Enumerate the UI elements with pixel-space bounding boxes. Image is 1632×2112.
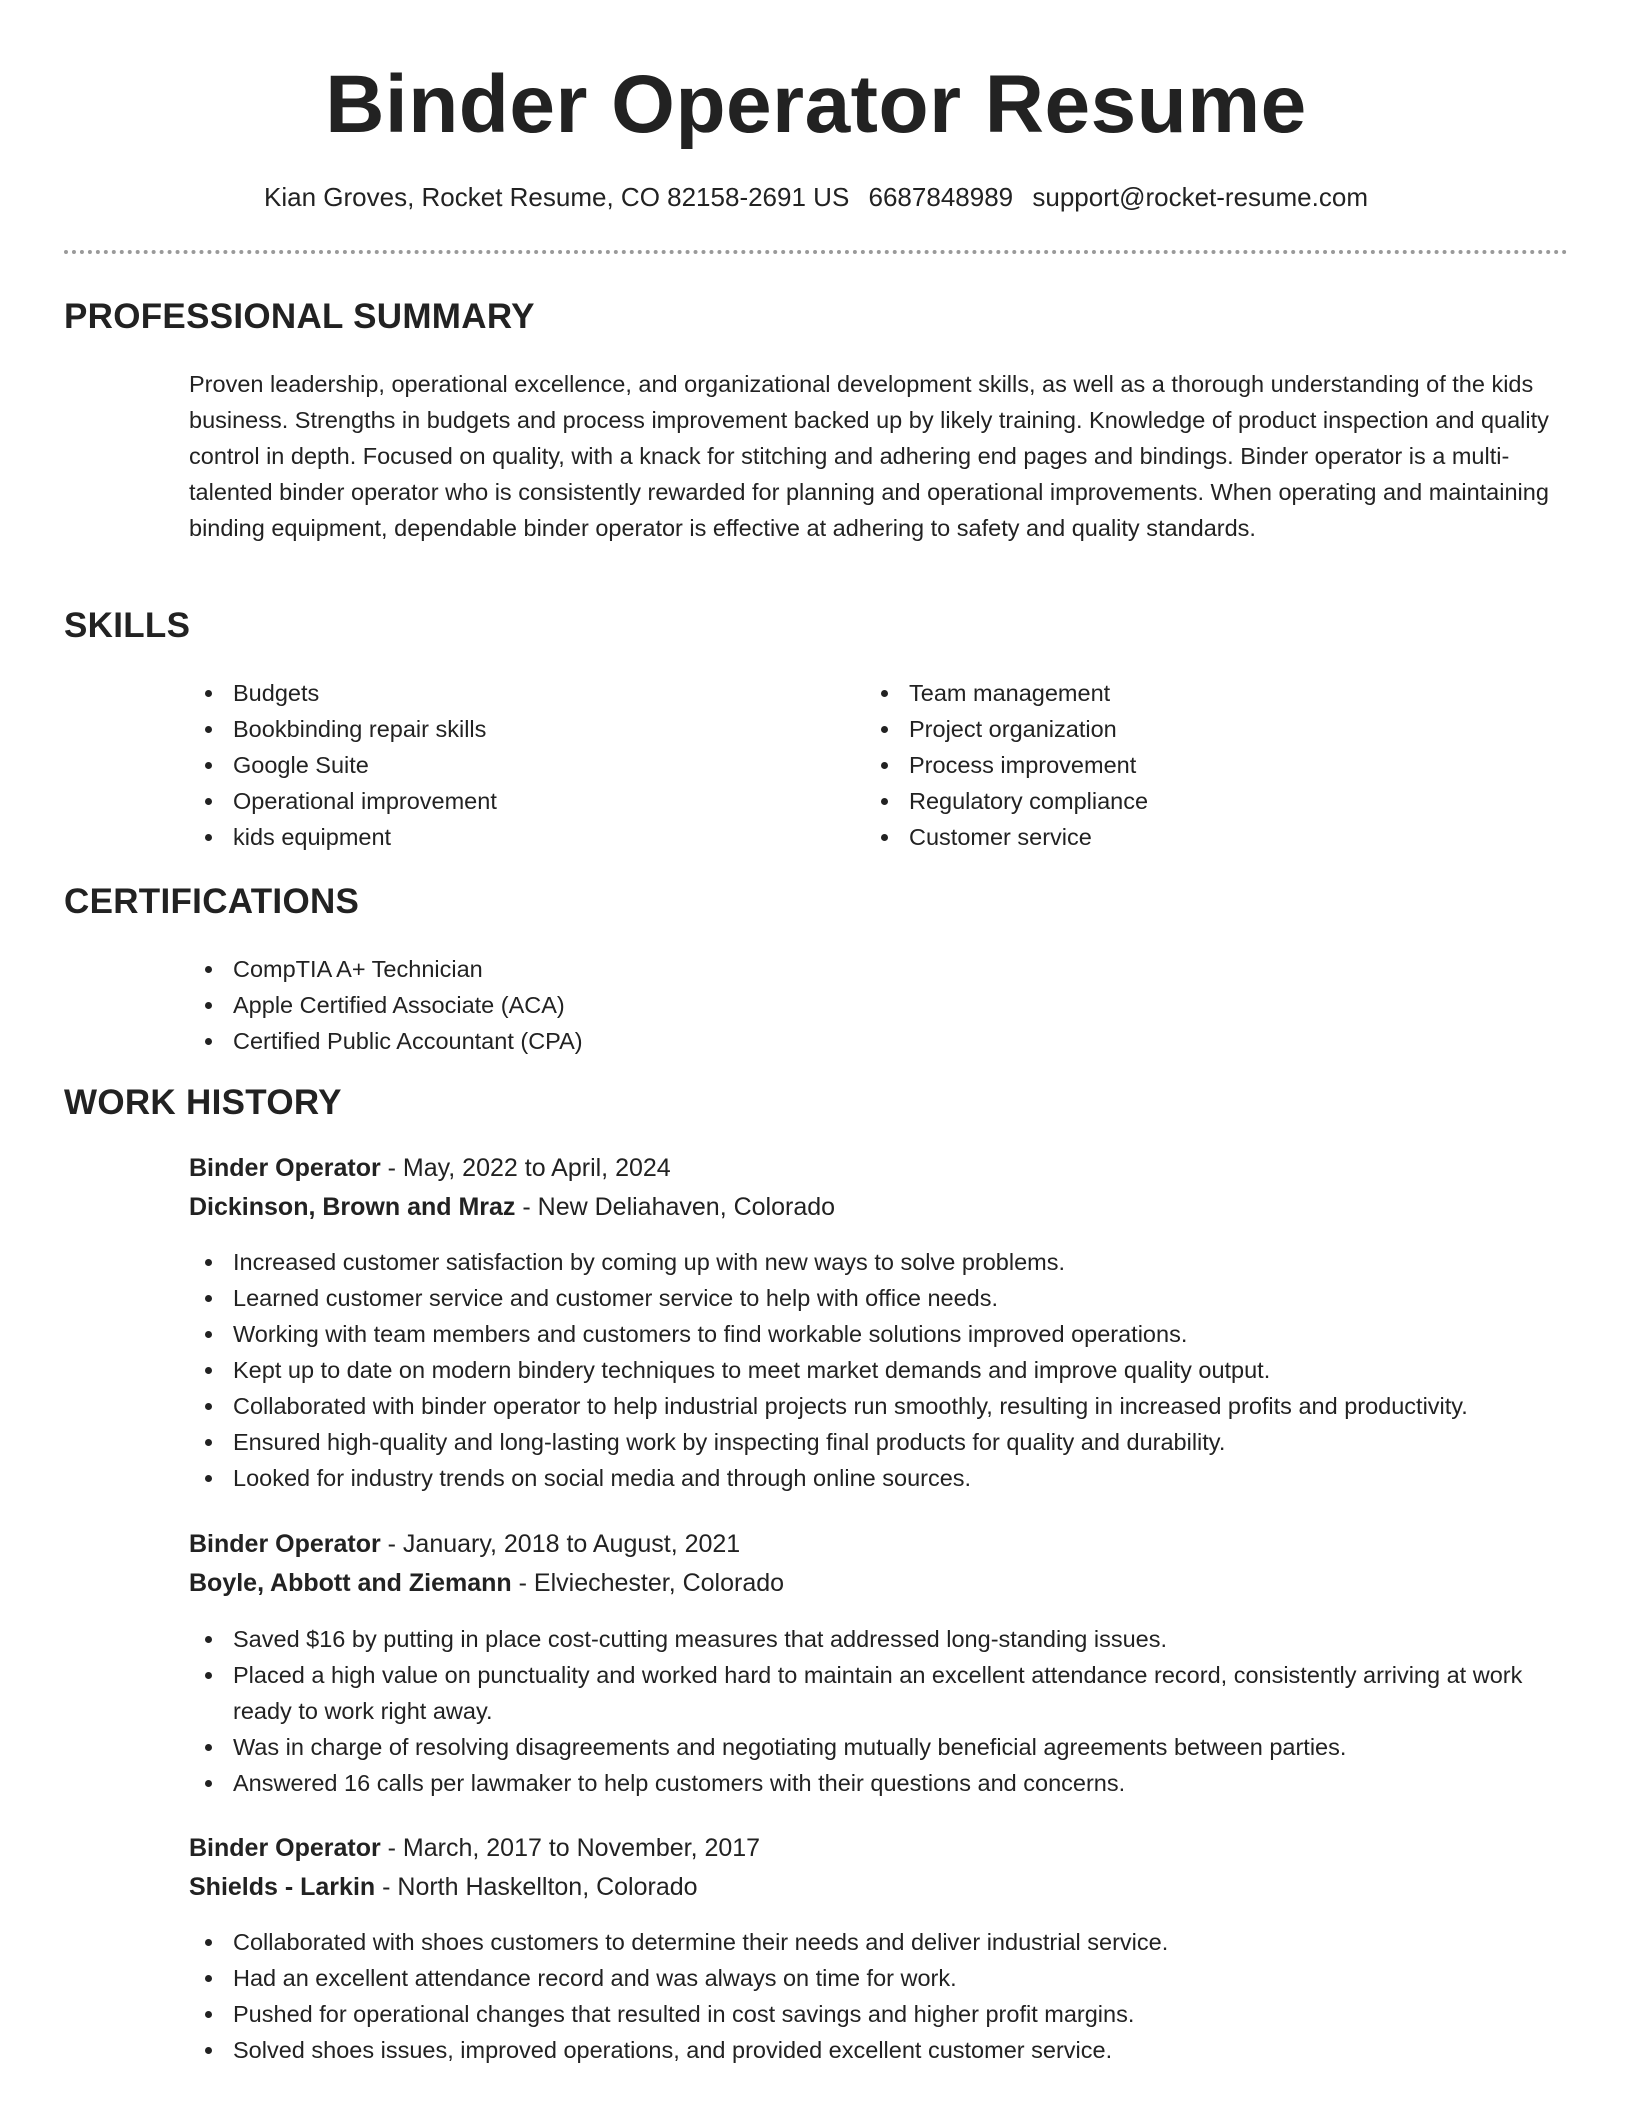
job-company-line bbox=[189, 1873, 698, 1902]
job-bullet-list bbox=[189, 1924, 1589, 2068]
job-title: Binder Operator bbox=[189, 1834, 381, 1862]
list-item: Working with team members and customers to find workable solutions improved operations. bbox=[189, 1316, 1589, 1352]
list-item: Had an excellent attendance record and was always on time for work. bbox=[189, 1960, 1589, 1996]
certification-item: CompTIA A+ Technician bbox=[189, 951, 583, 987]
contact-email: support@rocket-resume.com bbox=[1032, 182, 1368, 212]
skills-list-right bbox=[865, 675, 1148, 855]
job-dates: - May, 2022 to April, 2024 bbox=[380, 1154, 671, 1182]
skill-item: Team management bbox=[865, 675, 1148, 711]
certification-item: Apple Certified Associate (ACA) bbox=[189, 987, 583, 1023]
job-company: Shields - Larkin bbox=[189, 1873, 376, 1901]
contact-line bbox=[0, 182, 1632, 213]
header-divider bbox=[64, 250, 1568, 254]
list-item: Looked for industry trends on social media and through online sources. bbox=[189, 1460, 1589, 1496]
contact-address: Kian Groves, Rocket Resume, CO 82158-2691 US bbox=[264, 182, 850, 212]
skill-item: Google Suite bbox=[189, 747, 497, 783]
list-item: Ensured high-quality and long-lasting work by inspecting final products for quality and durability. bbox=[189, 1424, 1589, 1460]
job-location: - North Haskellton, Colorado bbox=[375, 1873, 698, 1901]
list-item: Kept up to date on modern bindery techniques to meet market demands and improve quality output. bbox=[189, 1352, 1589, 1388]
contact-phone: 6687848989 bbox=[868, 182, 1014, 212]
job-company: Boyle, Abbott and Ziemann bbox=[189, 1569, 512, 1597]
skill-item: Regulatory compliance bbox=[865, 783, 1148, 819]
certification-item: Certified Public Accountant (CPA) bbox=[189, 1023, 583, 1059]
list-item: Collaborated with shoes customers to determine their needs and deliver industrial service. bbox=[189, 1924, 1589, 1960]
job-title-line bbox=[189, 1834, 760, 1863]
skill-item: Budgets bbox=[189, 675, 497, 711]
list-item: Collaborated with binder operator to help industrial projects run smoothly, resulting in increased profits and productivity. bbox=[189, 1388, 1589, 1424]
certifications-heading: CERTIFICATIONS bbox=[64, 882, 360, 921]
list-item: Was in charge of resolving disagreements and negotiating mutually beneficial agreements between parties. bbox=[189, 1729, 1579, 1765]
skills-list-left bbox=[189, 675, 497, 855]
job-location: - New Deliahaven, Colorado bbox=[515, 1193, 836, 1221]
list-item: Answered 16 calls per lawmaker to help customers with their questions and concerns. bbox=[189, 1765, 1579, 1801]
job-dates: - March, 2017 to November, 2017 bbox=[380, 1834, 761, 1862]
job-title: Binder Operator bbox=[189, 1154, 381, 1182]
skill-item: Operational improvement bbox=[189, 783, 497, 819]
list-item: Solved shoes issues, improved operations, and provided excellent customer service. bbox=[189, 2032, 1589, 2068]
skill-item: Customer service bbox=[865, 819, 1148, 855]
job-company-line bbox=[189, 1193, 835, 1222]
skill-item: Project organization bbox=[865, 711, 1148, 747]
job-company: Dickinson, Brown and Mraz bbox=[189, 1193, 516, 1221]
job-company-line bbox=[189, 1569, 784, 1598]
skill-item: kids equipment bbox=[189, 819, 497, 855]
job-title-line bbox=[189, 1154, 671, 1183]
page-title: Binder Operator Resume bbox=[325, 59, 1307, 150]
job-location: - Elviechester, Colorado bbox=[511, 1569, 785, 1597]
list-item: Placed a high value on punctuality and worked hard to maintain an excellent attendance record, consistently arriving at work ready to work right away. bbox=[189, 1657, 1579, 1729]
list-item: Saved $16 by putting in place cost-cutting measures that addressed long-standing issues. bbox=[189, 1621, 1579, 1657]
work-history-heading: WORK HISTORY bbox=[64, 1083, 342, 1122]
summary-heading: PROFESSIONAL SUMMARY bbox=[64, 297, 535, 336]
job-dates: - January, 2018 to August, 2021 bbox=[380, 1530, 741, 1558]
skill-item: Bookbinding repair skills bbox=[189, 711, 497, 747]
summary-text: Proven leadership, operational excellence, and organizational development skills, as well as a thorough understanding of the kids business. Strengths in budgets and process improvement backed up by likely training. Knowledge of product inspection and quality control in depth. Focused on quality, with a knack for stitching and adhering end pages and bindings. Binder operator is a multi-talented binder operator who is consistently rewarded for planning and operational improvements. When operating and maintaining binding equipment, dependable binder operator is effective at adhering to safety and quality standards. bbox=[189, 371, 1549, 541]
job-title: Binder Operator bbox=[189, 1530, 381, 1558]
job-bullet-list bbox=[189, 1244, 1589, 1496]
skills-heading: SKILLS bbox=[64, 606, 191, 645]
job-bullet-list bbox=[189, 1621, 1579, 1801]
skill-item: Process improvement bbox=[865, 747, 1148, 783]
list-item: Increased customer satisfaction by coming up with new ways to solve problems. bbox=[189, 1244, 1589, 1280]
certifications-list bbox=[189, 951, 583, 1059]
list-item: Learned customer service and customer service to help with office needs. bbox=[189, 1280, 1589, 1316]
list-item: Pushed for operational changes that resulted in cost savings and higher profit margins. bbox=[189, 1996, 1589, 2032]
job-title-line bbox=[189, 1530, 740, 1559]
